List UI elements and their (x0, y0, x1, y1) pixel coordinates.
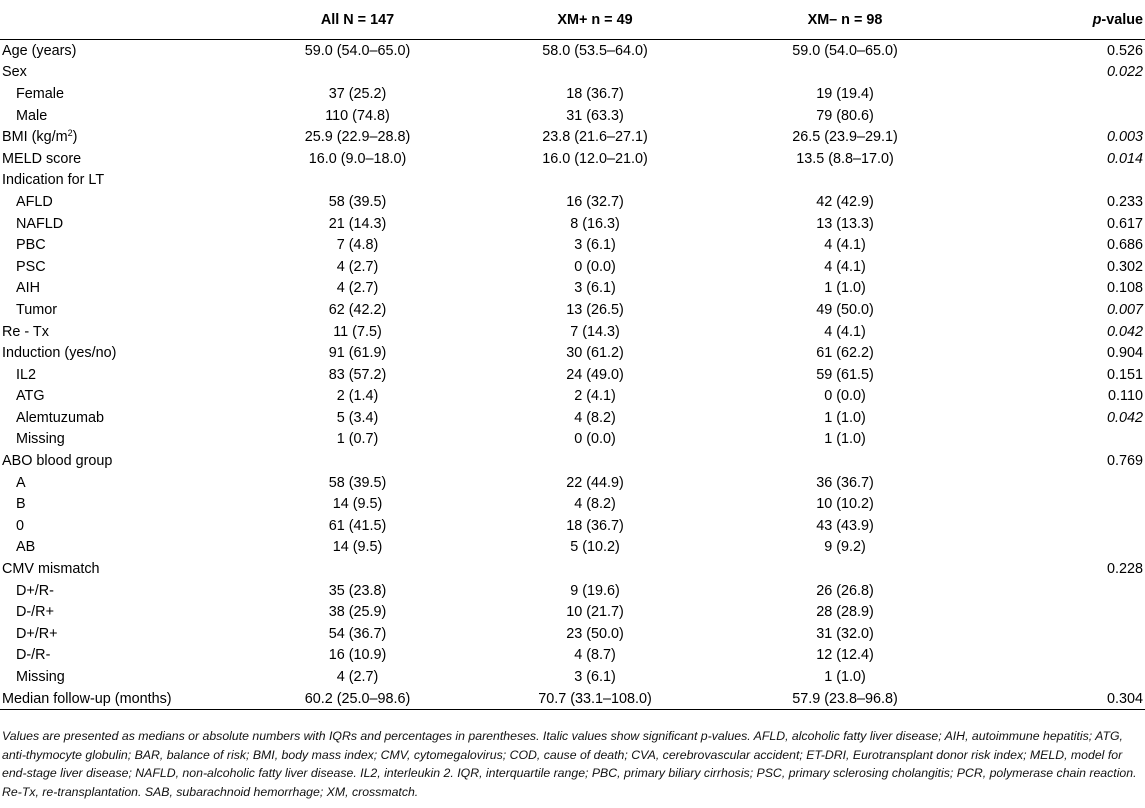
cell-xm-negative: 26.5 (23.9–29.1) (792, 129, 898, 146)
cell-all: 38 (25.9) (328, 604, 387, 621)
cell-p-value (970, 83, 1145, 105)
row-label-text: ABO blood group (2, 453, 113, 470)
table-row (0, 191, 1145, 213)
row-label-text: Tumor (16, 301, 58, 318)
cell-p-value: 0.233 (1106, 193, 1143, 210)
cell-xm-negative: 57.9 (23.8–96.8) (720, 688, 970, 710)
cell-all (245, 170, 470, 192)
cell-xm-positive: 7 (14.3) (570, 323, 620, 340)
row-label (0, 472, 245, 494)
row-label-superscript: 2 (67, 128, 73, 139)
row-label-text: Female (16, 85, 64, 102)
cell-xm-negative (720, 62, 970, 84)
row-label-text: AIH (16, 280, 40, 297)
cell-xm-positive (470, 170, 720, 192)
cell-xm-positive: 4 (8.2) (574, 496, 616, 513)
table-row (0, 407, 1145, 429)
cell-xm-negative (720, 450, 970, 472)
cell-p-value: 0.526 (1106, 42, 1143, 59)
row-label (0, 450, 245, 472)
cell-all: 14 (9.5) (332, 539, 383, 556)
cell-xm-negative: 4 (4.1) (824, 237, 866, 254)
cell-all: 4 (2.7) (336, 669, 379, 686)
cell-p-value (970, 537, 1145, 559)
row-label (0, 537, 245, 559)
cell-xm-negative: 28 (28.9) (816, 604, 874, 621)
row-label (0, 40, 245, 62)
cell-xm-positive: 0 (0.0) (574, 258, 616, 275)
cell-xm-positive: 22 (44.9) (566, 474, 624, 491)
cell-all: 16.0 (9.0–18.0) (308, 150, 407, 167)
cell-xm-positive: 3 (6.1) (574, 237, 616, 254)
cell-p-value: 0.003 (1106, 129, 1143, 146)
cell-all (245, 450, 470, 472)
table-row (0, 40, 1145, 62)
cell-all: 25.9 (22.9–28.8) (304, 129, 411, 146)
row-label-text: Missing (16, 431, 65, 448)
row-label-text: Male (16, 107, 48, 124)
table-row (0, 645, 1145, 667)
cell-all: 4 (2.7) (336, 258, 379, 275)
table-row (0, 688, 1145, 710)
table-row (0, 342, 1145, 364)
row-label (0, 666, 245, 688)
row-label (0, 580, 245, 602)
cell-all: 62 (42.2) (328, 301, 387, 318)
row-label (0, 493, 245, 515)
row-label (0, 170, 245, 192)
cell-xm-positive: 18 (36.7) (566, 517, 624, 534)
table-row (0, 105, 1145, 127)
cell-all: 54 (36.7) (328, 625, 387, 642)
row-label (0, 278, 245, 300)
cell-p-value (970, 601, 1145, 623)
cell-xm-positive: 5 (10.2) (570, 539, 620, 556)
cell-xm-positive: 13 (26.5) (566, 301, 624, 318)
cell-xm-positive: 3 (6.1) (574, 280, 616, 297)
cell-p-value (970, 493, 1145, 515)
row-label-text: Median follow-up (months) (2, 690, 172, 707)
row-label (0, 386, 245, 408)
table-row (0, 472, 1145, 494)
row-label-text: AFLD (16, 193, 53, 210)
header-p-suffix: -value (1101, 11, 1143, 28)
table-row (0, 580, 1145, 602)
cell-xm-negative: 13.5 (8.8–17.0) (796, 150, 894, 167)
cell-p-value (970, 623, 1145, 645)
header-variable (0, 0, 245, 40)
table-row (0, 429, 1145, 451)
cell-p-value: 0.904 (1106, 345, 1143, 362)
cell-p-value: 0.042 (1106, 323, 1143, 340)
cell-xm-negative: 79 (80.6) (816, 107, 874, 124)
cell-p-value: 0.617 (1106, 215, 1143, 232)
row-label (0, 148, 245, 170)
cell-xm-negative: 26 (26.8) (816, 582, 874, 599)
row-label (0, 126, 245, 148)
row-label-suffix: ) (72, 129, 78, 146)
row-label-text: Indication for LT (2, 172, 105, 189)
row-label (0, 62, 245, 84)
cell-all: 37 (25.2) (328, 85, 387, 102)
cell-all: 7 (4.8) (336, 237, 379, 254)
table-row (0, 666, 1145, 688)
cell-xm-negative: 1 (1.0) (824, 280, 866, 297)
row-label (0, 688, 245, 710)
cell-xm-negative (720, 558, 970, 580)
cell-p-value: 0.228 (1106, 561, 1143, 578)
cell-xm-negative: 4 (4.1) (824, 323, 866, 340)
cell-all: 110 (74.8) (325, 107, 390, 124)
row-label (0, 429, 245, 451)
row-label (0, 407, 245, 429)
table-row (0, 601, 1145, 623)
cell-xm-positive (470, 62, 720, 84)
cell-all: 21 (14.3) (328, 215, 387, 232)
cell-xm-negative: 59 (61.5) (816, 366, 874, 383)
cell-all: 14 (9.5) (332, 496, 383, 513)
cell-xm-negative: 1 (1.0) (824, 669, 866, 686)
cell-xm-negative: 36 (36.7) (816, 474, 874, 491)
cell-p-value (970, 105, 1145, 127)
cell-p-value: 0.686 (1106, 237, 1143, 254)
cell-xm-negative: 10 (10.2) (816, 496, 874, 513)
row-label-text: A (16, 474, 26, 491)
cell-p-value: 0.151 (1106, 366, 1143, 383)
cell-p-value: 0.014 (1106, 150, 1143, 167)
cell-xm-negative: 0 (0.0) (824, 388, 866, 405)
cell-xm-positive: 10 (21.7) (566, 604, 624, 621)
row-label-text: IL2 (16, 366, 37, 383)
table-row (0, 450, 1145, 472)
table-row (0, 386, 1145, 408)
row-label-text: D-/R+ (16, 604, 54, 621)
table-row (0, 170, 1145, 192)
row-label-text: Missing (16, 669, 65, 686)
row-label (0, 515, 245, 537)
row-label (0, 191, 245, 213)
row-label-text: NAFLD (16, 215, 64, 232)
cell-xm-positive: 31 (63.3) (566, 107, 624, 124)
row-label (0, 623, 245, 645)
cell-xm-negative: 59.0 (54.0–65.0) (792, 42, 898, 59)
row-label-text: D+/R- (16, 582, 54, 599)
cell-p-value: 0.007 (1106, 301, 1143, 318)
table-row (0, 62, 1145, 84)
cell-p-value (970, 429, 1145, 451)
table-footnote: Values are presented as medians or absolute numbers with IQRs and percentages in parentheses. Italic values show significant p-values. AFLD, alcoholic fatty liver disease; AIH, autoimmune hepatitis; ATG, anti-thymocyte globulin; BAR, balance of risk; BMI, body mass index; CMV, cytomegalovirus; COD, cause of death; CVA, cerebrovascular accident; ET-DRI, Eurotransplant donor risk index; MELD, model for end-stage liver disease; NAFLD, non-alcoholic fatty liver disease. IL2, interleukin 2. IQR, interquartile range; PBC, primary biliary cirrhosis; PSC, primary sclerosing cholangitis; PCR, polymerase chain reaction. Re-Tx, re-transplantation. SAB, subarachnoid hemorrhage; XM, crossmatch. (2, 729, 1137, 799)
table-row (0, 493, 1145, 515)
table-row (0, 256, 1145, 278)
cell-all: 16 (10.9) (328, 647, 387, 664)
table-row (0, 623, 1145, 645)
cell-xm-negative: 42 (42.9) (816, 193, 874, 210)
table-row (0, 321, 1145, 343)
cell-xm-positive: 58.0 (53.5–64.0) (542, 42, 648, 59)
row-label (0, 321, 245, 343)
table-row (0, 299, 1145, 321)
header-xm-positive: XM+ n = 49 (470, 0, 720, 40)
cell-p-value (970, 645, 1145, 667)
row-label-text: B (16, 496, 26, 513)
cell-xm-positive: 4 (8.2) (574, 409, 616, 426)
cell-xm-positive: 0 (0.0) (574, 431, 616, 448)
cell-p-value (970, 472, 1145, 494)
cell-xm-positive: 30 (61.2) (566, 345, 624, 362)
cell-p-value: 0.110 (1108, 388, 1143, 405)
header-all: All N = 147 (245, 0, 470, 40)
cell-all: 91 (61.9) (328, 345, 387, 362)
cell-xm-negative: 43 (43.9) (816, 517, 874, 534)
cell-xm-positive: 16 (32.7) (566, 193, 624, 210)
row-label-text: Age (years) (2, 42, 77, 59)
cell-all: 61 (41.5) (328, 517, 387, 534)
cell-xm-negative: 9 (9.2) (824, 539, 866, 556)
row-label-text: MELD score (2, 150, 82, 167)
cell-p-value (970, 515, 1145, 537)
cell-p-value (970, 580, 1145, 602)
cell-all: 11 (7.5) (333, 323, 382, 340)
cell-all (245, 558, 470, 580)
row-label-text: D-/R- (16, 647, 51, 664)
row-label (0, 342, 245, 364)
row-label (0, 601, 245, 623)
cell-xm-negative: 12 (12.4) (816, 647, 874, 664)
table-row (0, 83, 1145, 105)
cell-all: 1 (0.7) (336, 431, 379, 448)
cell-xm-positive: 23.8 (21.6–27.1) (542, 129, 648, 146)
table-header (0, 0, 1145, 40)
table-row (0, 126, 1145, 148)
cell-p-value: 0.022 (1106, 64, 1143, 81)
cell-xm-negative: 19 (19.4) (816, 85, 874, 102)
cell-p-value (970, 170, 1145, 192)
cell-all: 4 (2.7) (336, 280, 379, 297)
cell-p-value: 0.042 (1106, 409, 1143, 426)
cell-xm-positive: 3 (6.1) (574, 669, 616, 686)
row-label-text: PSC (16, 258, 46, 275)
cell-xm-negative: 4 (4.1) (824, 258, 866, 275)
cell-xm-positive: 2 (4.1) (574, 388, 616, 405)
cell-xm-negative: 13 (13.3) (816, 215, 874, 232)
table-row (0, 278, 1145, 300)
header-row (0, 0, 1145, 40)
cell-xm-positive: 9 (19.6) (570, 582, 620, 599)
cell-p-value: 0.304 (970, 688, 1145, 710)
cell-xm-negative (720, 170, 970, 192)
cell-xm-negative: 1 (1.0) (824, 431, 866, 448)
row-label-text: Induction (yes/no) (2, 345, 117, 362)
cell-xm-positive: 23 (50.0) (566, 625, 624, 642)
table-row (0, 234, 1145, 256)
table-row (0, 558, 1145, 580)
row-label (0, 256, 245, 278)
cell-xm-negative: 1 (1.0) (824, 409, 866, 426)
row-label-text: BMI (kg/m (2, 129, 68, 146)
cell-all (245, 62, 470, 84)
header-xm-negative: XM– n = 98 (720, 0, 970, 40)
header-p-italic: p (1092, 11, 1102, 28)
cell-all: 35 (23.8) (328, 582, 387, 599)
cell-xm-negative: 31 (32.0) (816, 625, 874, 642)
row-label (0, 234, 245, 256)
cell-xm-positive: 16.0 (12.0–21.0) (542, 150, 648, 167)
row-label (0, 558, 245, 580)
table-row (0, 213, 1145, 235)
cell-p-value: 0.769 (1106, 453, 1143, 470)
cell-all: 60.2 (25.0–98.6) (245, 688, 470, 710)
cell-all: 2 (1.4) (336, 388, 379, 405)
cell-all: 59.0 (54.0–65.0) (304, 42, 411, 59)
row-label-text: Re - Tx (2, 323, 49, 340)
row-label (0, 213, 245, 235)
row-label (0, 83, 245, 105)
cell-xm-positive: 8 (16.3) (570, 215, 620, 232)
row-label-text: D+/R+ (16, 625, 58, 642)
cell-xm-positive: 18 (36.7) (566, 85, 624, 102)
row-label (0, 364, 245, 386)
row-label-text: CMV mismatch (2, 561, 100, 578)
table-row (0, 148, 1145, 170)
row-label (0, 299, 245, 321)
row-label-text: PBC (16, 237, 46, 254)
cell-xm-negative: 49 (50.0) (816, 301, 874, 318)
row-label-text: ATG (16, 388, 45, 405)
cell-xm-positive (470, 558, 720, 580)
row-label-text: Alemtuzumab (16, 409, 104, 426)
row-label-text: Sex (2, 64, 27, 81)
table-row (0, 515, 1145, 537)
cell-p-value (970, 666, 1145, 688)
row-label-text: AB (16, 539, 36, 556)
cell-p-value: 0.302 (1106, 258, 1143, 275)
cell-all: 58 (39.5) (328, 474, 387, 491)
cell-all: 5 (3.4) (336, 409, 379, 426)
row-label-text: 0 (16, 517, 25, 534)
row-label (0, 105, 245, 127)
cell-all: 83 (57.2) (328, 366, 387, 383)
row-label (0, 645, 245, 667)
cell-xm-negative: 61 (62.2) (816, 345, 874, 362)
cell-xm-positive: 24 (49.0) (566, 366, 624, 383)
table-row (0, 537, 1145, 559)
cell-xm-positive: 70.7 (33.1–108.0) (470, 688, 720, 710)
table-body (0, 40, 1145, 710)
table-row (0, 364, 1145, 386)
cell-all: 58 (39.5) (328, 193, 387, 210)
cell-xm-positive (470, 450, 720, 472)
cell-xm-positive: 4 (8.7) (574, 647, 616, 664)
cell-p-value: 0.108 (1106, 280, 1143, 297)
header-p-value (970, 0, 1145, 40)
